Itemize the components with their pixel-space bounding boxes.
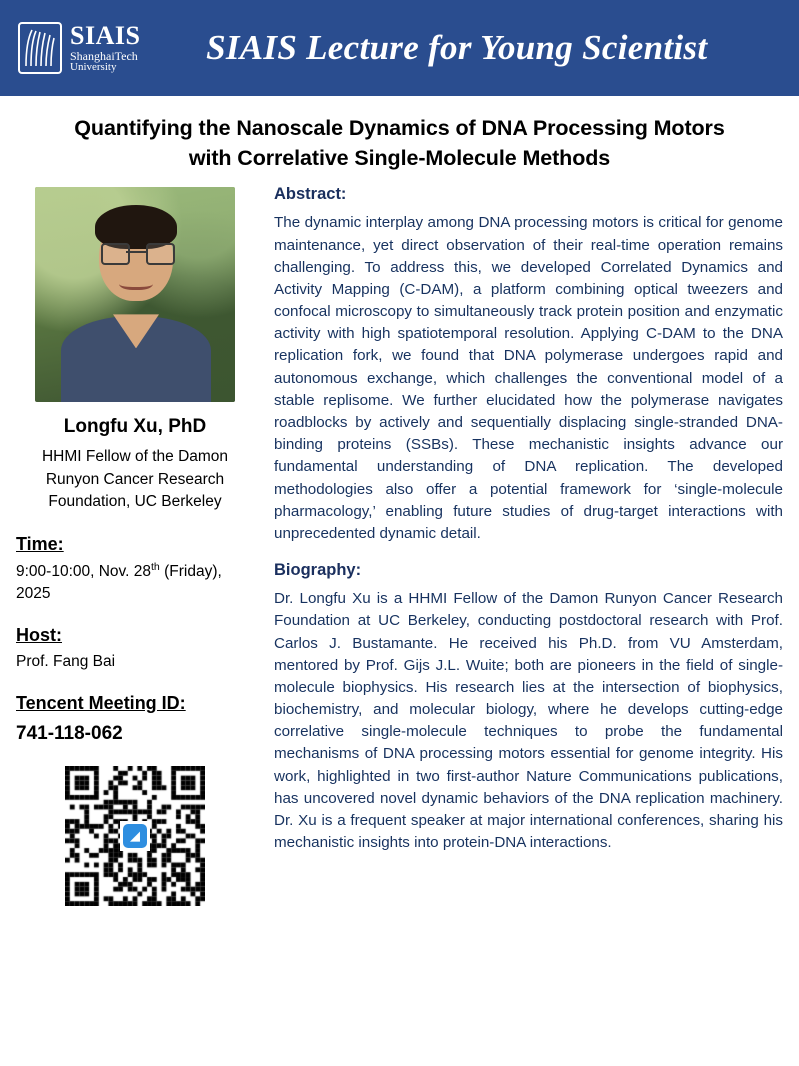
tencent-meeting-qr-code[interactable] [65,766,205,906]
tencent-meeting-icon [123,824,147,848]
portrait-glasses-bridge [126,251,146,253]
biography-text: Dr. Longfu Xu is a HHMI Fellow of the Damon Runyon Cancer Research Foundation at UC Berkeley, conducting postdoctoral research with Prof. Carlos J. Bustamante. He received his Ph.D. from VU Amsterdam, mentored by Prof. Gijs J.L. Wuite; both are pioneers in the field of single-molecule biophysics. His research lies at the intersection of biophysics, biochemistry, and molecular biology, where he develops cutting-edge correlative single-molecule techniques to probe the fundamental mechanisms of DNA processing motors essential for genome integrity. His work, highlighted in two first-author Nature Communications publications, has uncovered novel dynamic behaviors of the DNA replication machinery. Dr. Xu is a frequent speaker at major international conferences, sharing his mechanistic insights into protein-DNA interactions. [274,590,783,852]
logo-siais: SIAIS [70,21,141,51]
biography-heading: Biography: [274,561,362,580]
shanghaitech-logo-icon [18,22,62,74]
left-column [16,183,266,906]
portrait-glasses-left [101,243,130,265]
host-value: Prof. Fang Bai [16,652,116,670]
time-label: Time: [16,533,64,554]
logo-line2: University [70,60,117,73]
banner-title: SIAIS Lecture for Young Scientist [206,28,708,67]
qr-center-badge [120,821,150,851]
speaker-name: Longfu Xu, PhD [63,416,207,438]
time-value-pre: 9:00-10:00, Nov. 28 [16,562,151,580]
talk-title-line1: Quantifying the Nanoscale Dynamics of DNA Processing Motors [74,116,725,140]
logo-text [70,23,140,73]
abstract-text: The dynamic interplay among DNA processing motors is critical for genome maintenance, yet direct observation of their real-time operation remains challenging. To address this, we developed Correlated Dynamics and Activity Mapping (C-DAM), a platform combining optical tweezers and confocal microscopy to simultaneously track protein position and enzymatic activity with high spatiotemporal resolution. Applying C-DAM to the DNA replication fork, we found that DNA polymerase undergoes rapid and autonomous exchange, which challenges the conventional model of a stable replisome. We further elucidated how the polymerase navigates roadblocks by actively and sequentially displacing single-stranded DNA-binding proteins (SSBs). These mechanistic insights advance our fundamental understanding of DNA replication. The developed methodologies also offer a potential framework for ‘single-molecule pharmacology,’ enabling future studies of drug-target interactions with unprecedented dynamic detail. [274,214,783,542]
university-logo [18,22,140,74]
talk-title-line2: with Correlative Single-Molecule Methods [188,145,611,170]
content-area [0,183,799,906]
abstract-heading: Abstract: [274,185,347,204]
portrait-smile [119,275,153,290]
meeting-id-value: 741-118-062 [16,722,123,744]
time-value [16,560,254,605]
speaker-portrait [35,187,235,402]
qr-center-glyph: ◢ [130,828,140,844]
page-title [0,96,799,183]
host-label: Host: [16,624,62,645]
portrait-glasses-right [146,243,175,265]
meeting-id-label: Tencent Meeting ID: [16,692,186,713]
right-column [266,183,783,906]
logo-line1: ShanghaiTech [70,48,138,63]
time-value-ordinal: th [151,560,160,573]
header-banner [0,0,799,96]
speaker-affiliation: HHMI Fellow of the Damon Runyon Cancer Research Foundation, UC Berkeley [41,448,229,511]
time-value-post: (Friday), 2025 [16,562,222,602]
